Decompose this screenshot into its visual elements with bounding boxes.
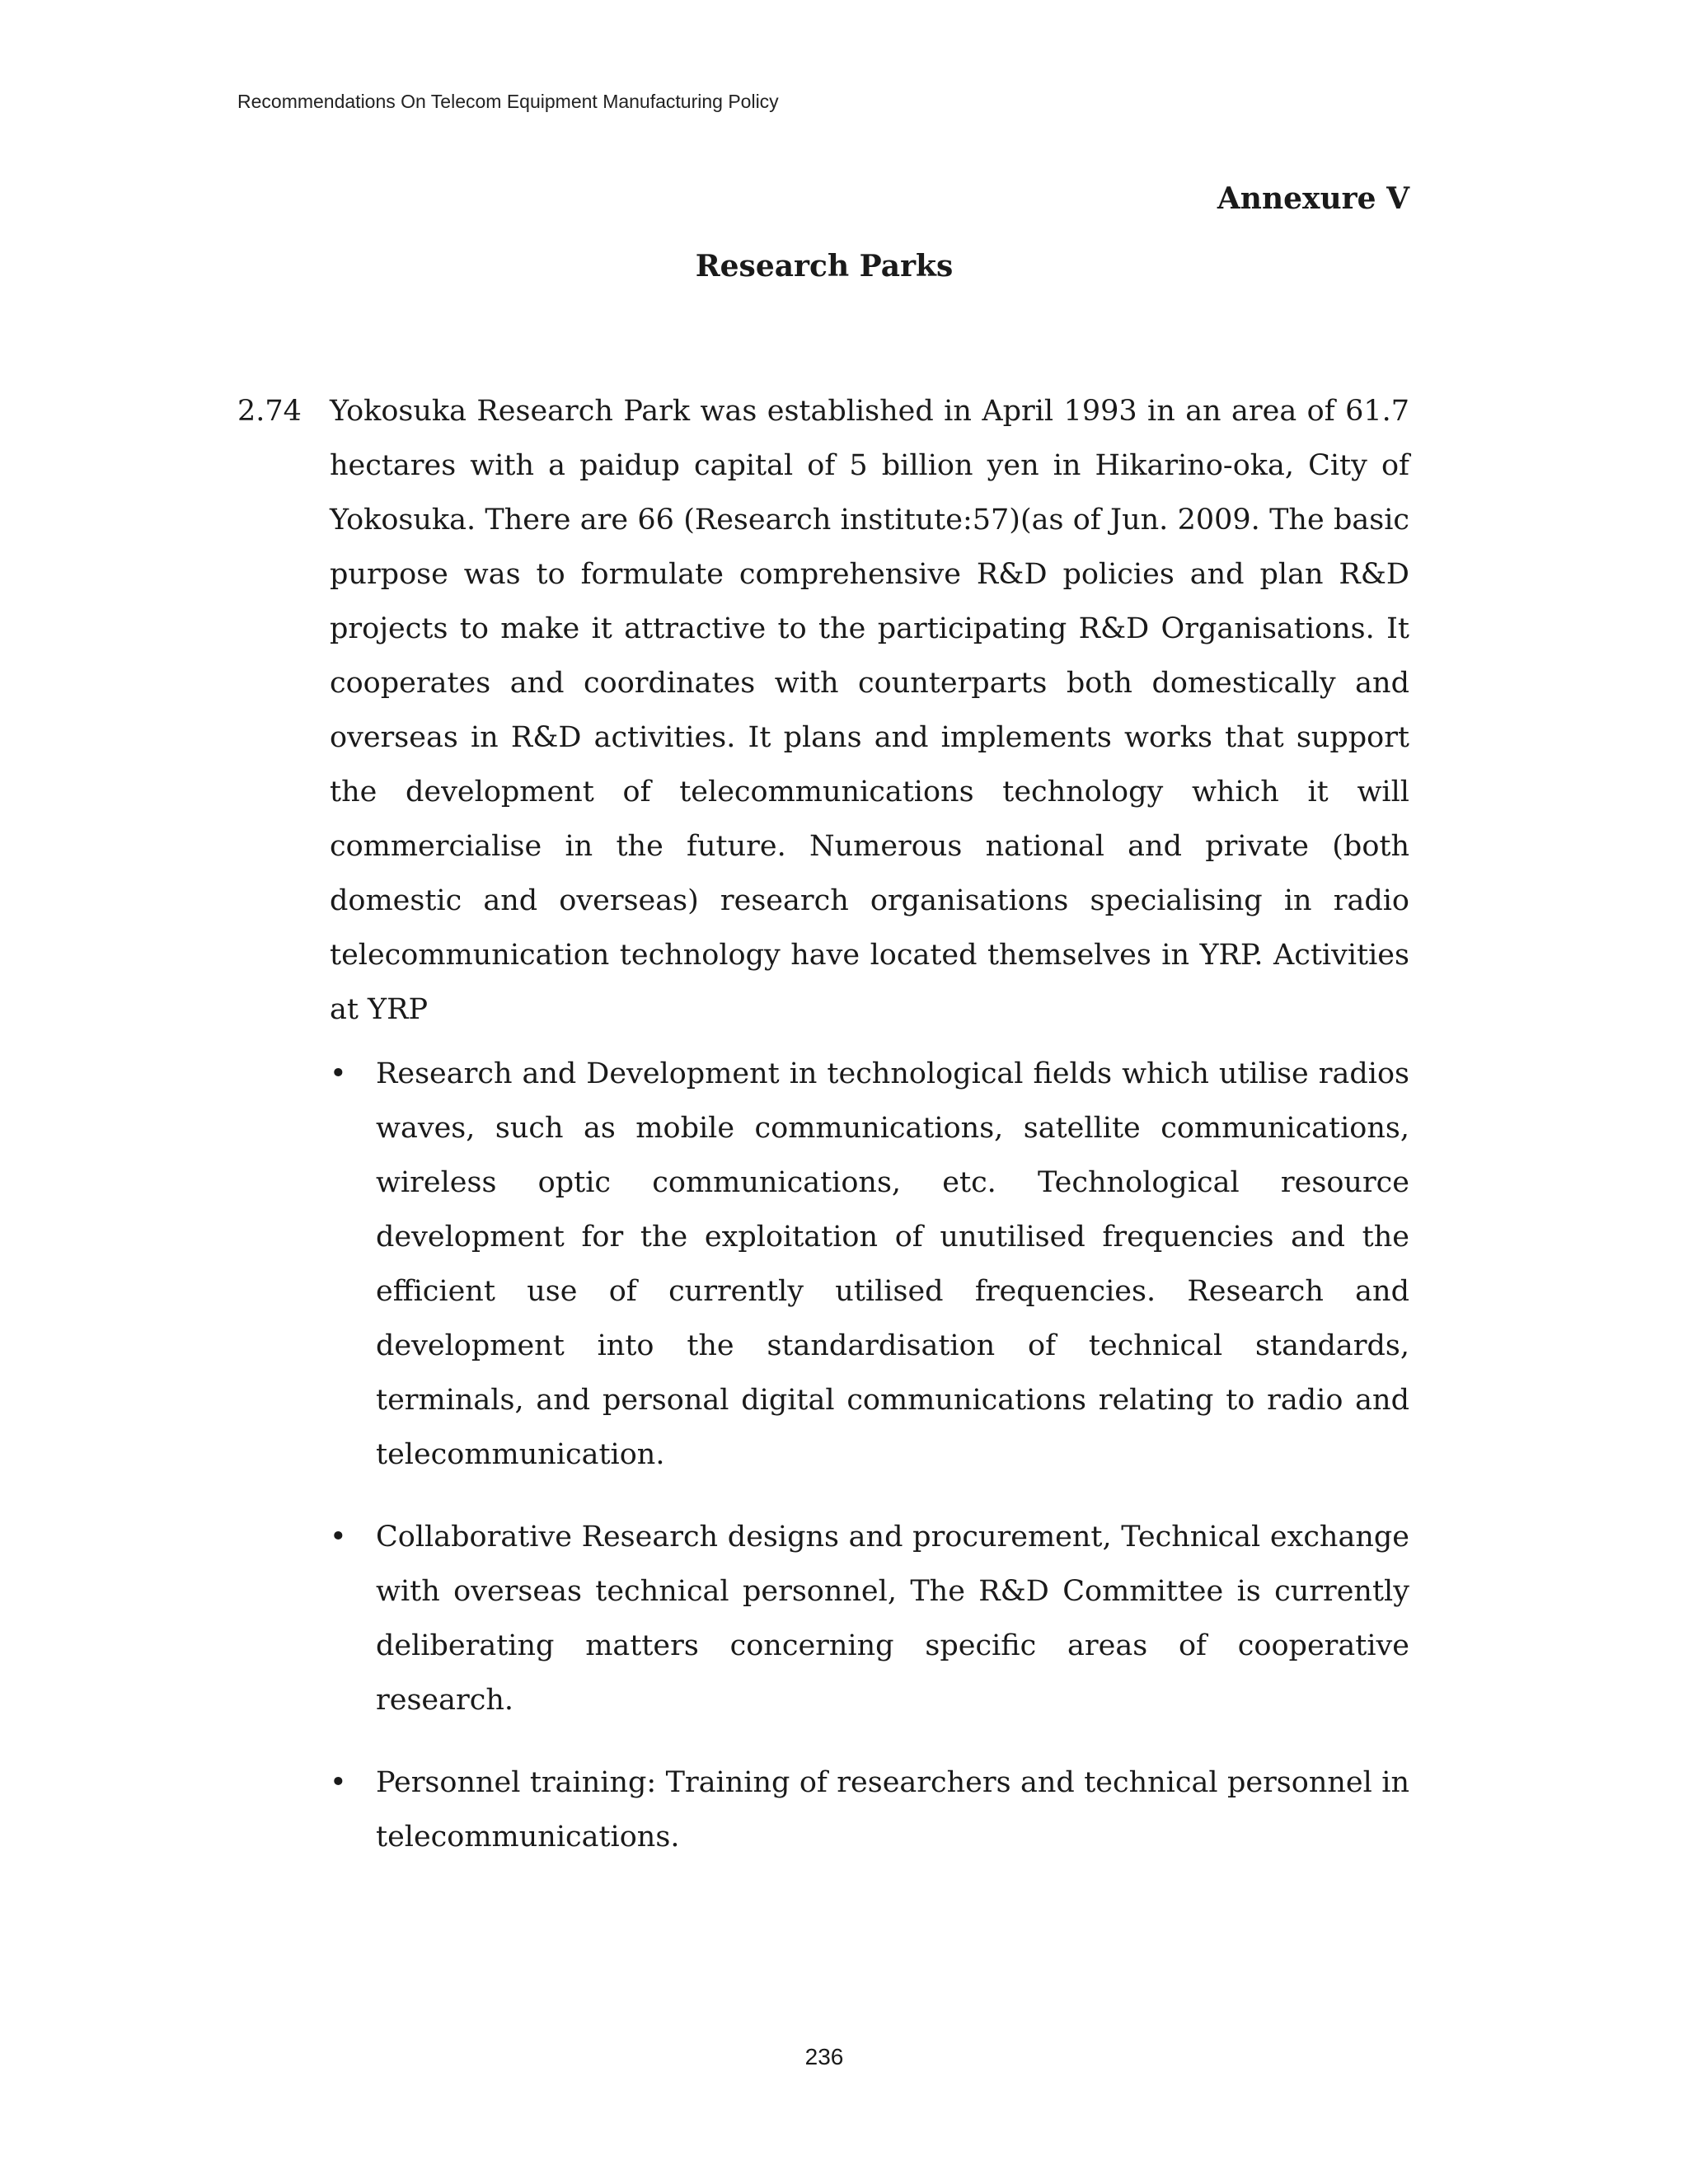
list-item-text: Collaborative Research designs and procurement, Technical exchange with overseas technical personnel, The R&D Committee is currently deliberating matters concerning specific areas of cooperative research. bbox=[376, 1521, 1409, 1717]
activities-list bbox=[330, 1047, 1409, 1864]
annexure-label: Annexure V bbox=[1217, 181, 1409, 216]
bullet-icon: • bbox=[330, 1521, 347, 1554]
list-item bbox=[330, 1510, 1409, 1727]
list-item bbox=[330, 1047, 1409, 1482]
paragraph-text: Yokosuka Research Park was established in April 1993 in an area of 61.7 hectares with a paidup capital of 5 billion yen in Hikarino-oka, City of Yokosuka. There are 66 (Research institute:57)(as of Jun. 2009. The basic purpose was to formulate comprehensive R&D policies and plan R&D projects to make it attractive to the participating R&D Organisations. It cooperates and coordinates with counterparts both domestically and overseas in R&D activities. It plans and implements works that support the development of telecommunications technology which it will commercialise in the future. Numerous national and private (both domestic and overseas) research organisations specialising in radio telecommunication technology have located themselves in YRP. Activities at YRP bbox=[330, 395, 1409, 1026]
page-number: 236 bbox=[804, 2044, 844, 2069]
paragraph-number: 2.74 bbox=[237, 395, 302, 428]
paragraph-2-74 bbox=[237, 384, 1409, 1037]
bullet-icon: • bbox=[330, 1057, 347, 1090]
list-item bbox=[330, 1755, 1409, 1864]
bullet-icon: • bbox=[330, 1766, 347, 1799]
list-item-text: Personnel training: Training of researchers and technical personnel in telecommunications. bbox=[376, 1766, 1409, 1854]
list-item-text: Research and Development in technological fields which utilise radios waves, such as mobile communications, satellite communications, wireless optic communications, etc. Technological resource development for the exploitation of unutilised frequencies and the efficient use of currently utilised frequencies. Research and development into the standardisation of technical standards, terminals, and personal digital communications relating to radio and telecommunication. bbox=[376, 1057, 1409, 1471]
running-header: Recommendations On Telecom Equipment Manufacturing Policy bbox=[237, 91, 779, 112]
page-title: Research Parks bbox=[695, 249, 954, 284]
